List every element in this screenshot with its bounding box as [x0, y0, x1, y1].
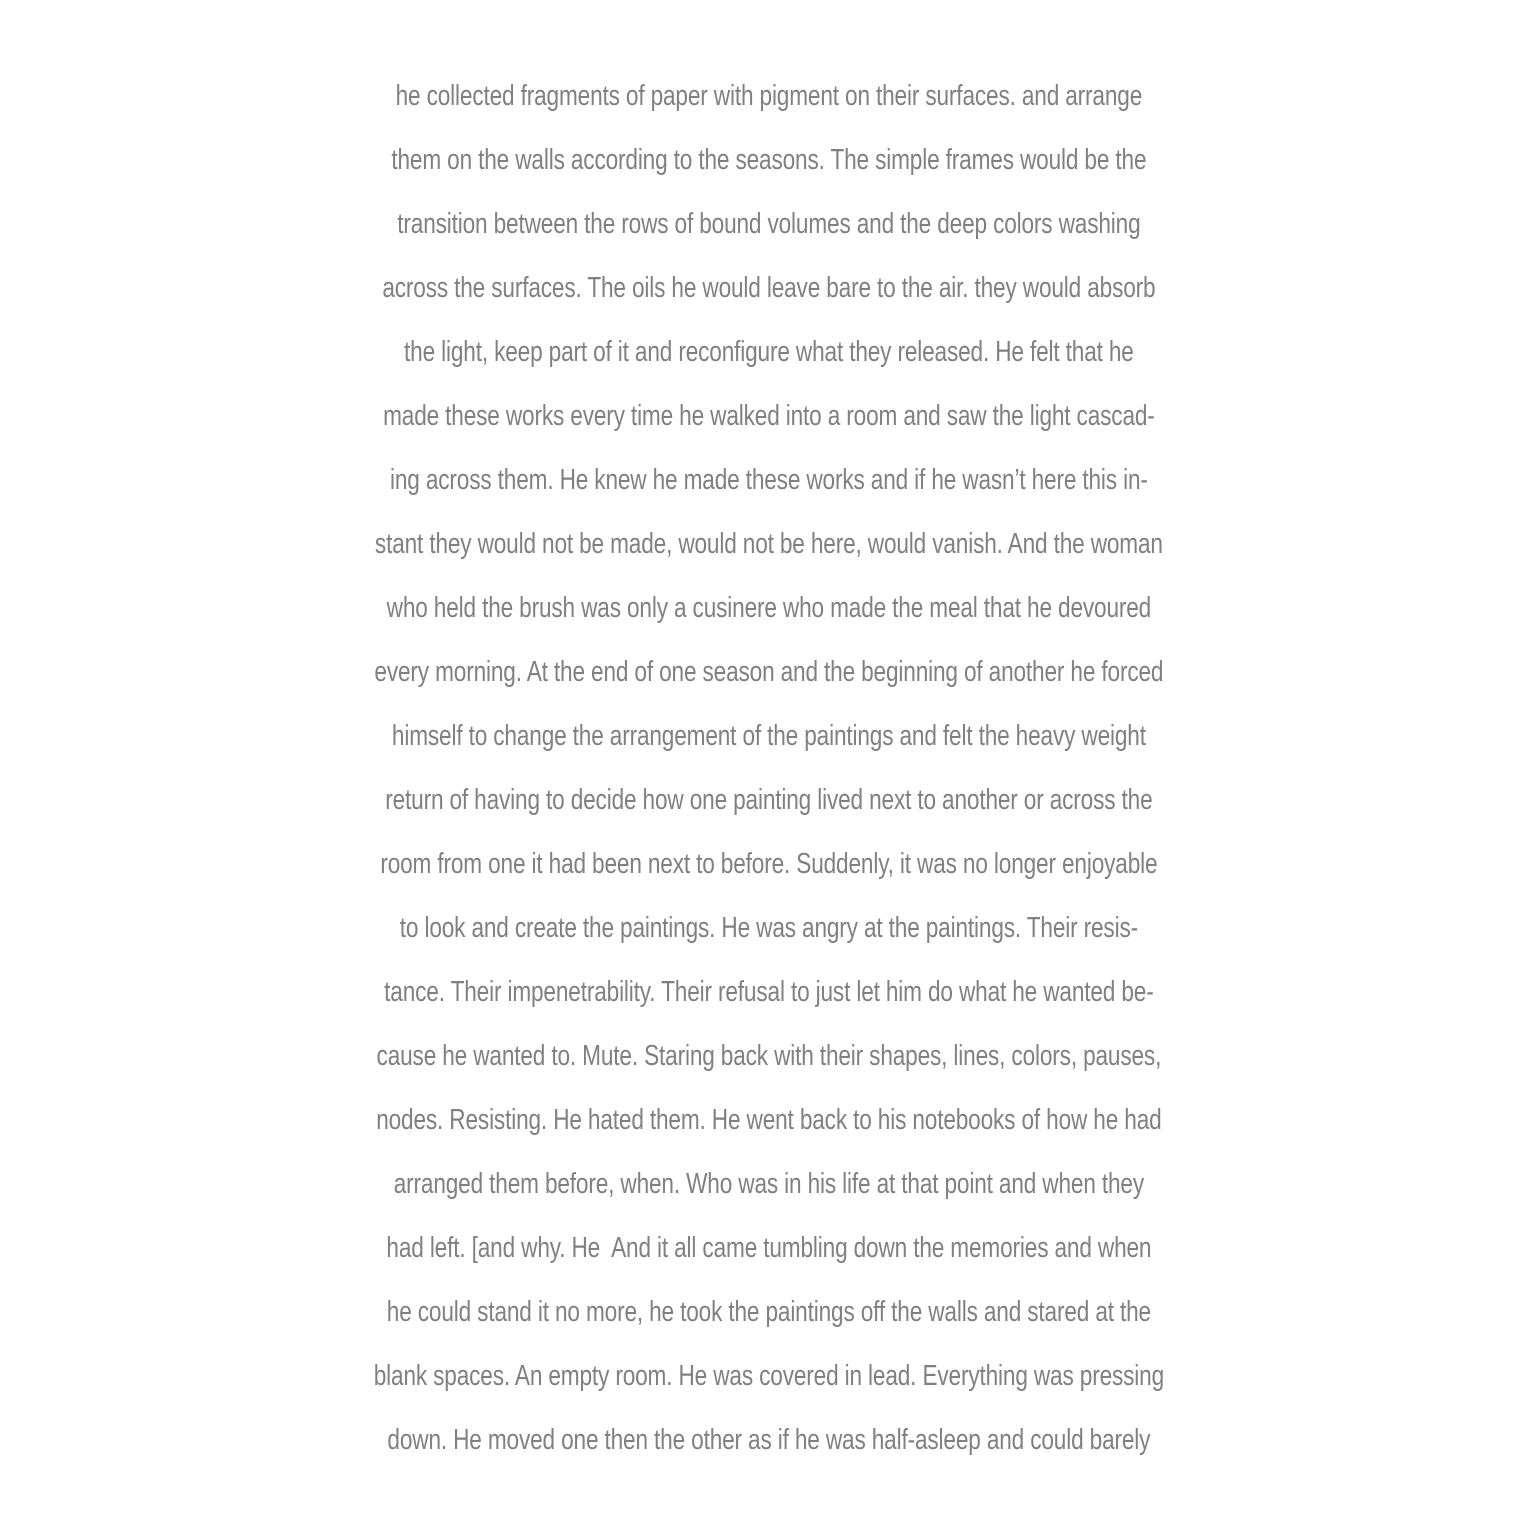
- text-line: nodes. Resisting. He hated them. He went back to his notebooks of how he had: [376, 1104, 1162, 1136]
- text-line: arranged them before, when. Who was in his life at that point and when they: [393, 1168, 1145, 1200]
- text-body: [0, 64, 1536, 1472]
- text-line: ing across them. He knew he made these works and if he wasn’t here this in-: [389, 464, 1148, 496]
- text-line: made these works every time he walked into a room and saw the light cascad-: [383, 400, 1155, 432]
- text-line: who held the brush was only a cusinere who made the meal that he devoured: [386, 592, 1152, 624]
- text-line: room from one it had been next to before. Suddenly, it was no longer enjoyable: [380, 848, 1158, 880]
- text-line: cause he wanted to. Mute. Staring back with their shapes, lines, colors, pauses,: [376, 1040, 1162, 1072]
- text-line: every morning. At the end of one season and the beginning of another he forced: [374, 656, 1164, 688]
- text-line: down. He moved one then the other as if he was half-asleep and could barely: [387, 1424, 1151, 1456]
- text-line: stant they would not be made, would not be here, would vanish. And the woman: [374, 528, 1163, 560]
- text-line: tance. Their impenetrability. Their refusal to just let him do what he wanted be-: [384, 976, 1154, 1008]
- text-line: he collected fragments of paper with pigment on their surfaces. and arrange: [395, 80, 1143, 112]
- text-line: return of having to decide how one painting lived next to another or across the: [385, 784, 1153, 816]
- text-line: himself to change the arrangement of the paintings and felt the heavy weight: [391, 720, 1146, 752]
- text-line: them on the walls according to the seasons. The simple frames would be the: [391, 144, 1147, 176]
- text-line: transition between the rows of bound volumes and the deep colors washing: [397, 208, 1141, 240]
- text-line: blank spaces. An empty room. He was covered in lead. Everything was pressing: [373, 1360, 1165, 1392]
- text-line: across the surfaces. The oils he would leave bare to the air. they would absorb: [382, 272, 1156, 304]
- text-line: the light, keep part of it and reconfigure what they released. He felt that he: [404, 336, 1134, 368]
- text-line: to look and create the paintings. He was angry at the paintings. Their resis-: [399, 912, 1138, 944]
- text-line: he could stand it no more, he took the paintings off the walls and stared at the: [386, 1296, 1151, 1328]
- text-line: had left. [and why. He And it all came tumbling down the memories and when: [386, 1232, 1152, 1264]
